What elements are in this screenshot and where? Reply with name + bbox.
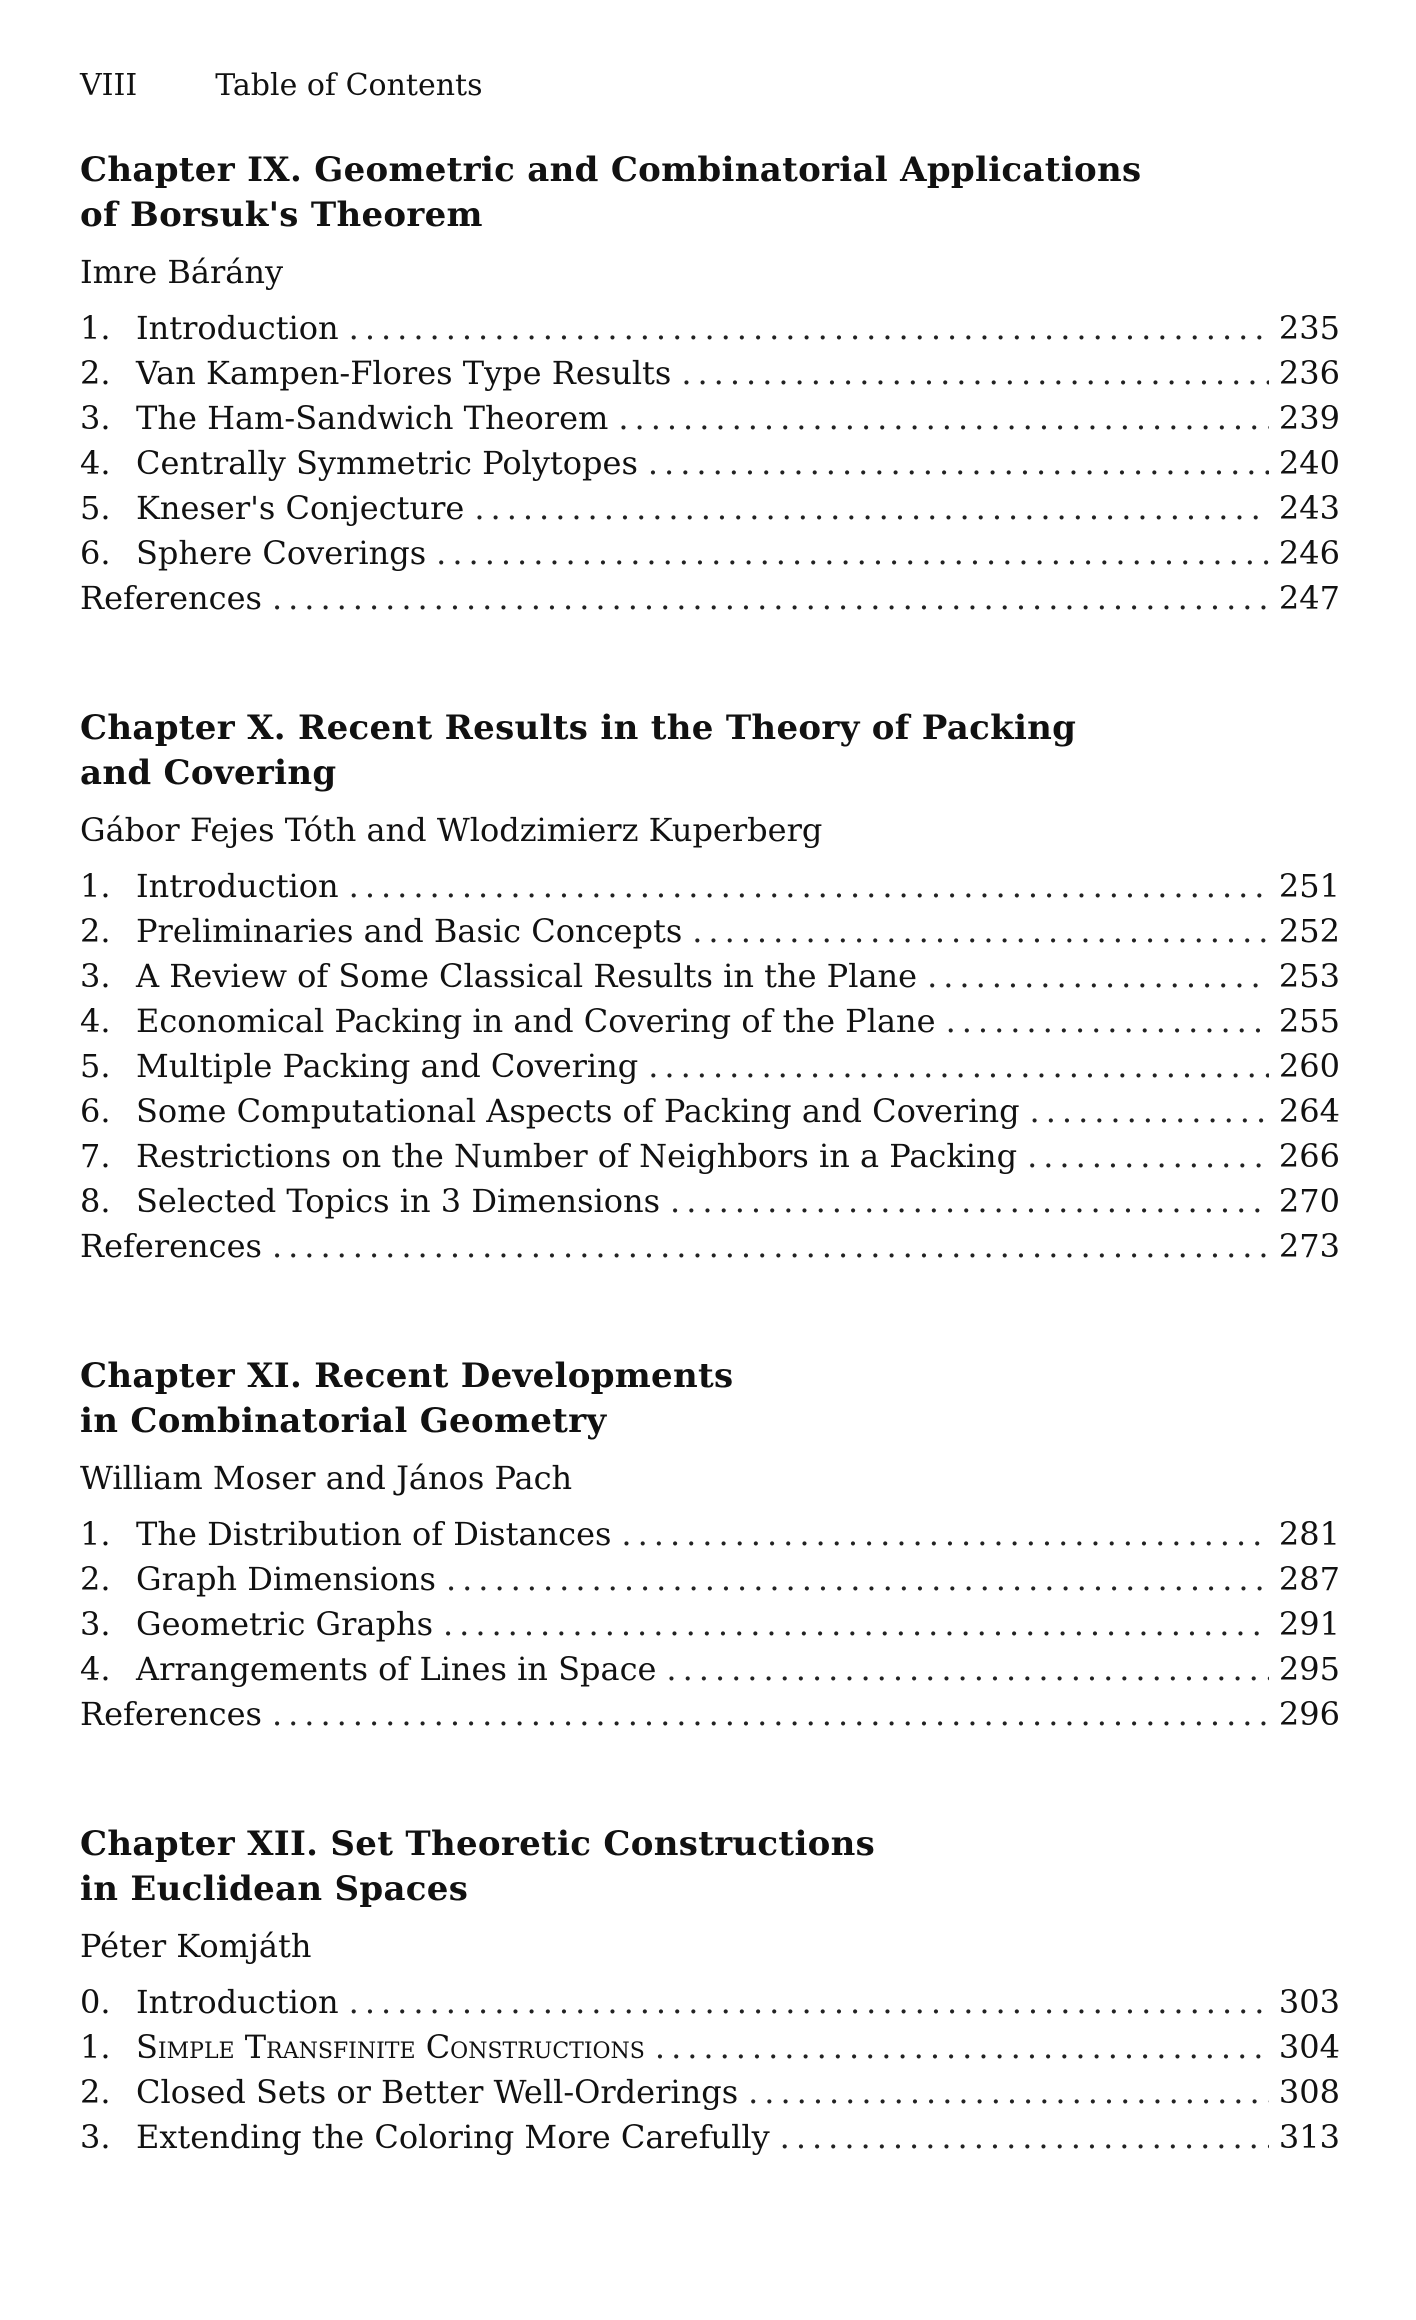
entry-number: 2. [80, 2073, 111, 2111]
toc-entry[interactable] [80, 351, 1340, 396]
chapter-title-line: in Combinatorial Geometry [80, 1401, 607, 1441]
entry-title: Economical Packing in and Covering of the Plane [136, 1002, 936, 1040]
dot-leader [443, 1602, 1269, 1647]
entry-page: 252 [1278, 912, 1340, 950]
entry-number: 1. [80, 309, 111, 347]
entry-number: 3. [80, 2118, 111, 2156]
dot-leader [1027, 1134, 1269, 1179]
entry-title: Simple Transfinite Constructions [136, 2028, 645, 2066]
chapter-xi [80, 1354, 1340, 1737]
entry-number: 1. [80, 2028, 111, 2066]
entry-page: 264 [1278, 1092, 1340, 1130]
dot-leader [666, 1647, 1269, 1692]
toc-entry[interactable] [80, 1512, 1340, 1557]
entry-page: 240 [1278, 444, 1340, 482]
chapter-xii [80, 1822, 1340, 2160]
entry-title: Extending the Coloring More Carefully [136, 2118, 770, 2156]
entry-title: Closed Sets or Better Well-Orderings [136, 2073, 739, 2111]
chapter-title-line: and Covering [80, 753, 337, 793]
toc-entry[interactable] [80, 909, 1340, 954]
chapter-title-line: Chapter XI. Recent Developments [80, 1356, 734, 1396]
toc-entry[interactable] [80, 1134, 1340, 1179]
toc-entry[interactable] [80, 1602, 1340, 1647]
references-title: References [80, 579, 262, 617]
entry-number: 8. [80, 1182, 111, 1220]
entry-page: 295 [1278, 1650, 1340, 1688]
toc-references[interactable] [80, 1224, 1340, 1269]
entry-title: Introduction [136, 309, 339, 347]
chapter-author: Imre Bárány [80, 253, 284, 291]
entry-page: 235 [1278, 309, 1340, 347]
entry-page: 239 [1278, 399, 1340, 437]
chapter-author: Gábor Fejes Tóth and Wlodzimierz Kuperberg [80, 811, 823, 849]
entry-number: 3. [80, 399, 111, 437]
entry-page: 303 [1278, 1983, 1340, 2021]
entry-page: 246 [1278, 534, 1340, 572]
chapter-x [80, 706, 1340, 1269]
dot-leader [692, 909, 1269, 954]
entry-title: Centrally Symmetric Polytopes [136, 444, 638, 482]
dot-leader [927, 954, 1269, 999]
entry-page: 304 [1278, 2028, 1340, 2066]
entry-title: Kneser's Conjecture [136, 489, 465, 527]
dot-leader [349, 864, 1269, 909]
entry-page: 255 [1278, 1002, 1340, 1040]
running-title: Table of Contents [215, 68, 483, 103]
running-head [80, 68, 483, 103]
dot-leader [349, 306, 1269, 351]
entry-number: 2. [80, 354, 111, 392]
entry-title: Sphere Coverings [136, 534, 427, 572]
entry-number: 1. [80, 1515, 111, 1553]
entry-page: 281 [1278, 1515, 1340, 1553]
toc-references[interactable] [80, 1692, 1340, 1737]
toc-entry[interactable] [80, 1089, 1340, 1134]
dot-leader [618, 396, 1269, 441]
page-number: VIII [80, 68, 138, 103]
dot-leader [946, 999, 1269, 1044]
entry-title: Graph Dimensions [136, 1560, 436, 1598]
dot-leader [655, 2025, 1269, 2070]
toc-entry[interactable] [80, 531, 1340, 576]
toc-entry[interactable] [80, 864, 1340, 909]
entry-title: Introduction [136, 1983, 339, 2021]
chapter-author: Péter Komjáth [80, 1927, 312, 1965]
entry-title: The Distribution of Distances [136, 1515, 612, 1553]
chapter-title [80, 148, 1340, 238]
toc-entry[interactable] [80, 2070, 1340, 2115]
toc-entry[interactable] [80, 306, 1340, 351]
chapter-title-line: Chapter IX. Geometric and Combinatorial Applications [80, 150, 1142, 190]
entry-title: Van Kampen-Flores Type Results [136, 354, 672, 392]
entry-title: Preliminaries and Basic Concepts [136, 912, 683, 950]
references-title: References [80, 1227, 262, 1265]
toc-entry[interactable] [80, 999, 1340, 1044]
entry-page: 236 [1278, 354, 1340, 392]
entry-number: 4. [80, 444, 111, 482]
chapter-title-line: of Borsuk's Theorem [80, 195, 483, 235]
chapter-title-line: in Euclidean Spaces [80, 1869, 469, 1909]
chapter-title [80, 1354, 1340, 1444]
toc-entry[interactable] [80, 1557, 1340, 1602]
entry-page: 270 [1278, 1182, 1340, 1220]
dot-leader [474, 486, 1269, 531]
entry-number: 3. [80, 1605, 111, 1643]
entry-page: 247 [1278, 579, 1340, 617]
chapter-author: William Moser and János Pach [80, 1459, 573, 1497]
dot-leader [272, 576, 1269, 621]
entry-page: 287 [1278, 1560, 1340, 1598]
entry-page: 308 [1278, 2073, 1340, 2111]
dot-leader [436, 531, 1269, 576]
entry-page: 243 [1278, 489, 1340, 527]
chapter-title [80, 706, 1340, 796]
dot-leader [272, 1692, 1269, 1737]
entry-number: 5. [80, 489, 111, 527]
dot-leader [621, 1512, 1269, 1557]
entry-title: Multiple Packing and Covering [136, 1047, 639, 1085]
entry-number: 6. [80, 534, 111, 572]
entry-number: 0. [80, 1983, 111, 2021]
toc-entry[interactable] [80, 396, 1340, 441]
chapter-ix [80, 148, 1340, 621]
entry-number: 6. [80, 1092, 111, 1130]
toc-entry[interactable] [80, 1179, 1340, 1224]
entry-number: 5. [80, 1047, 111, 1085]
entry-page: 313 [1278, 2118, 1340, 2156]
entry-number: 2. [80, 912, 111, 950]
entry-page: 251 [1278, 867, 1340, 905]
toc-entry[interactable] [80, 1980, 1340, 2025]
dot-leader [780, 2115, 1269, 2160]
entry-number: 7. [80, 1137, 111, 1175]
entry-number: 2. [80, 1560, 111, 1598]
entry-title: Arrangements of Lines in Space [136, 1650, 657, 1688]
entry-title: Selected Topics in 3 Dimensions [136, 1182, 661, 1220]
entry-page: 260 [1278, 1047, 1340, 1085]
references-title: References [80, 1695, 262, 1733]
dot-leader [349, 1980, 1269, 2025]
entry-title: Geometric Graphs [136, 1605, 433, 1643]
dot-leader [446, 1557, 1269, 1602]
toc-entry[interactable] [80, 486, 1340, 531]
toc-entry[interactable] [80, 954, 1340, 999]
toc-entry[interactable] [80, 2025, 1340, 2070]
chapter-title-line: Chapter XII. Set Theoretic Constructions [80, 1824, 876, 1864]
dot-leader [1030, 1089, 1269, 1134]
toc-references[interactable] [80, 576, 1340, 621]
dot-leader [272, 1224, 1269, 1269]
entry-page: 266 [1278, 1137, 1340, 1175]
entry-title: A Review of Some Classical Results in the Plane [136, 957, 918, 995]
chapter-title [80, 1822, 1340, 1912]
entry-page: 253 [1278, 957, 1340, 995]
dot-leader [648, 1044, 1269, 1089]
dot-leader [748, 2070, 1269, 2115]
dot-leader [670, 1179, 1269, 1224]
toc-entry[interactable] [80, 1647, 1340, 1692]
entry-page: 273 [1278, 1227, 1340, 1265]
entry-number: 4. [80, 1002, 111, 1040]
chapter-title-line: Chapter X. Recent Results in the Theory of Packing [80, 708, 1077, 748]
entry-number: 4. [80, 1650, 111, 1688]
entry-number: 1. [80, 867, 111, 905]
toc-entry[interactable] [80, 441, 1340, 486]
toc-entry[interactable] [80, 1044, 1340, 1089]
entry-number: 3. [80, 957, 111, 995]
entry-title: The Ham-Sandwich Theorem [136, 399, 609, 437]
dot-leader [648, 441, 1269, 486]
entry-page: 291 [1278, 1605, 1340, 1643]
entry-title: Restrictions on the Number of Neighbors in a Packing [136, 1137, 1018, 1175]
entry-page: 296 [1278, 1695, 1340, 1733]
dot-leader [681, 351, 1269, 396]
toc-entry[interactable] [80, 2115, 1340, 2160]
entry-title: Some Computational Aspects of Packing and Covering [136, 1092, 1020, 1130]
entry-title: Introduction [136, 867, 339, 905]
